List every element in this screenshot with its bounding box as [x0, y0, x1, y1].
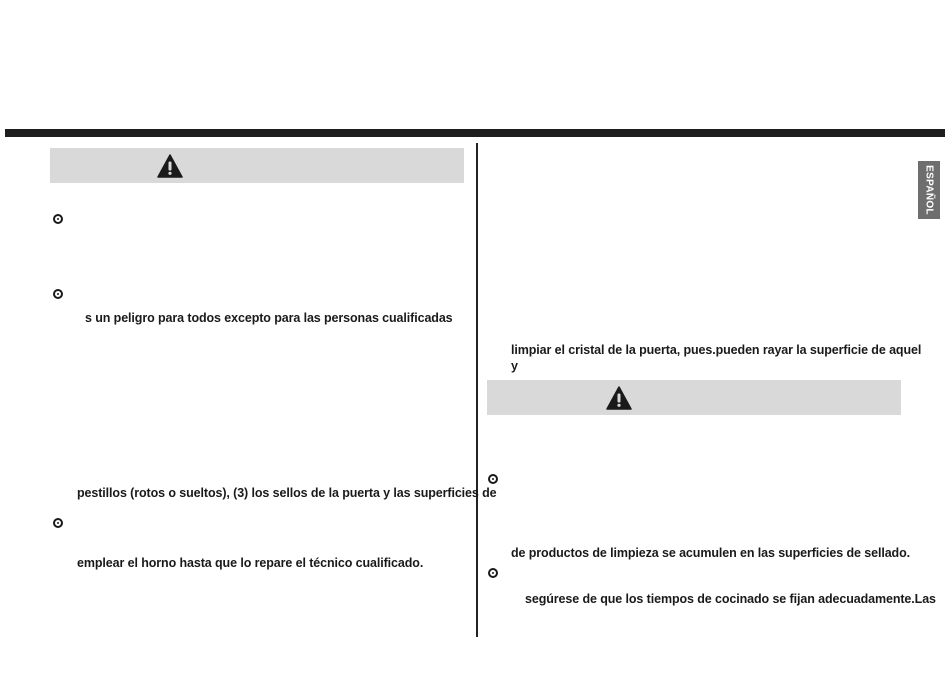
warning-banner-right [487, 380, 901, 415]
language-tab-label: ESPAÑOL [923, 165, 935, 215]
warning-triangle-icon [157, 154, 183, 178]
warning-banner-left [50, 148, 464, 183]
bullet-icon [488, 474, 498, 484]
bullet-icon [53, 518, 63, 528]
text-line: pestillos (rotos o sueltos), (3) los sellos de la puerta y las superficies de [77, 486, 497, 500]
bullet-icon [53, 214, 63, 224]
column-divider [476, 143, 478, 637]
language-tab [918, 161, 940, 219]
text-line: limpiar el cristal de la puerta, pues.pueden rayar la superficie de aquel [511, 343, 922, 357]
bullet-icon [488, 568, 498, 578]
text-line: de productos de limpieza se acumulen en las superficies de sellado. [511, 546, 910, 560]
text-line: segúrese de que los tiempos de cocinado se fijan adecuadamente.Las [525, 592, 936, 606]
text-line: s un peligro para todos excepto para las personas cualificadas [85, 311, 453, 325]
header-rule [5, 129, 945, 137]
warning-triangle-icon [606, 386, 632, 410]
text-line: y [511, 359, 518, 373]
text-line: emplear el horno hasta que lo repare el técnico cualificado. [77, 556, 424, 570]
bullet-icon [53, 289, 63, 299]
